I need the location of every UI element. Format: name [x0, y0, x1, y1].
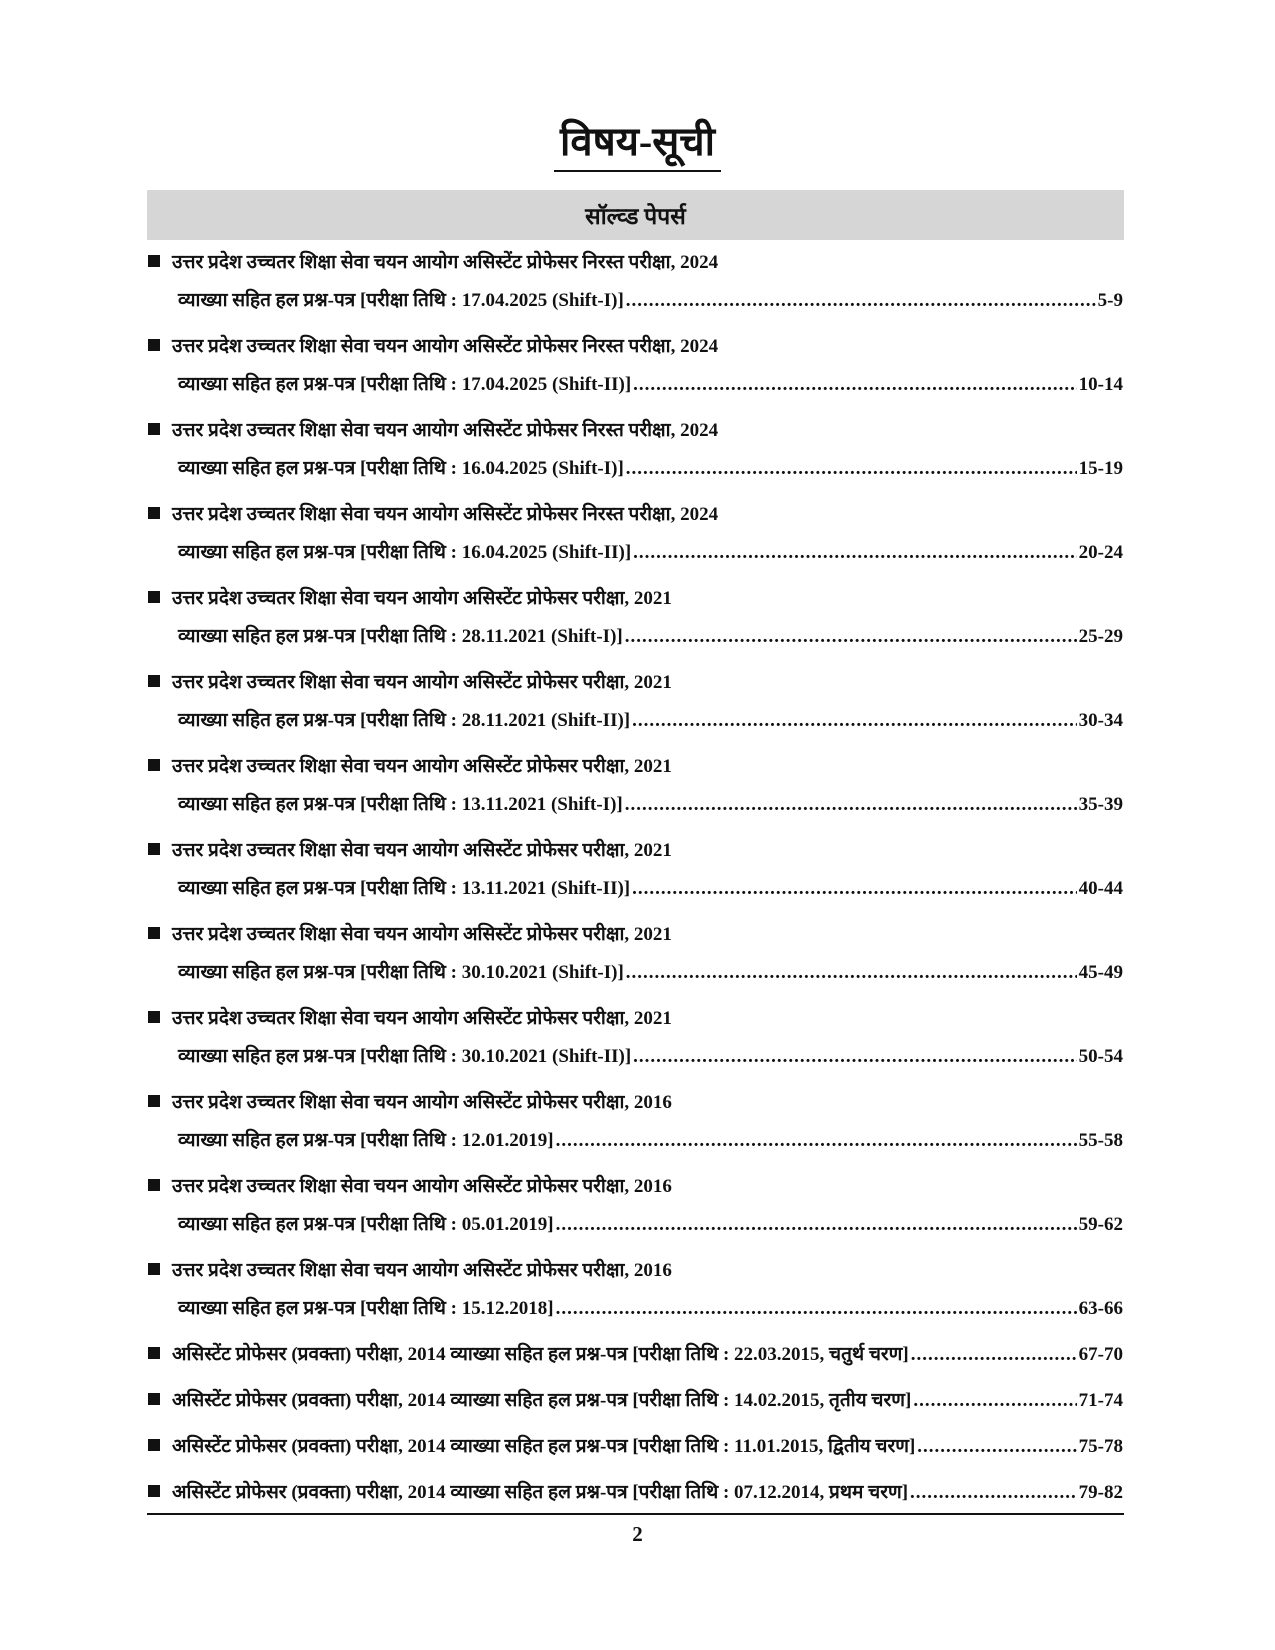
entry-pages: 63-66: [1078, 1298, 1123, 1319]
entry-detail: व्याख्या सहित हल प्रश्न-पत्र [परीक्षा तिथि : 16.04.2025 (Shift-II)]: [178, 542, 632, 563]
leader-dots: [911, 1344, 1077, 1366]
square-bullet-icon: [148, 759, 160, 771]
entry-heading: उत्तर प्रदेश उच्चतर शिक्षा सेवा चयन आयोग असिस्टेंट प्रोफेसर निरस्त परीक्षा, 2024: [172, 504, 719, 525]
entry-pages: 40-44: [1078, 878, 1123, 899]
entry-pages: 20-24: [1078, 542, 1123, 563]
toc-entry[interactable]: [148, 836, 1123, 920]
page-number: 2: [632, 1522, 643, 1546]
toc-entry[interactable]: [148, 500, 1123, 584]
leader-dots: [556, 1214, 1077, 1236]
square-bullet-icon: [148, 1485, 160, 1497]
entry-detail: व्याख्या सहित हल प्रश्न-पत्र [परीक्षा तिथि : 13.11.2021 (Shift-II)]: [178, 878, 631, 899]
section-band: [147, 190, 1124, 240]
entry-pages: 45-49: [1078, 962, 1123, 983]
square-bullet-icon: [148, 1393, 160, 1405]
entry-heading: उत्तर प्रदेश उच्चतर शिक्षा सेवा चयन आयोग असिस्टेंट प्रोफेसर परीक्षा, 2021: [172, 840, 672, 861]
leader-dots: [632, 878, 1077, 900]
entry-detail: व्याख्या सहित हल प्रश्न-पत्र [परीक्षा तिथि : 17.04.2025 (Shift-II)]: [178, 374, 632, 395]
title-wrapper: [0, 118, 1275, 172]
entry-pages: 79-82: [1078, 1482, 1123, 1503]
square-bullet-icon: [148, 1347, 160, 1359]
entry-heading: उत्तर प्रदेश उच्चतर शिक्षा सेवा चयन आयोग असिस्टेंट प्रोफेसर परीक्षा, 2016: [172, 1092, 672, 1113]
toc-entry[interactable]: [148, 1386, 1123, 1432]
entry-detail: व्याख्या सहित हल प्रश्न-पत्र [परीक्षा तिथि : 15.12.2018]: [178, 1298, 554, 1319]
toc-entry[interactable]: [148, 1256, 1123, 1340]
square-bullet-icon: [148, 339, 160, 351]
entry-pages: 75-78: [1078, 1436, 1123, 1457]
leader-dots: [625, 794, 1077, 816]
toc-entry[interactable]: [148, 332, 1123, 416]
toc-entry[interactable]: [148, 752, 1123, 836]
leader-dots: [626, 962, 1077, 984]
square-bullet-icon: [148, 255, 160, 267]
entry-heading: उत्तर प्रदेश उच्चतर शिक्षा सेवा चयन आयोग असिस्टेंट प्रोफेसर परीक्षा, 2021: [172, 756, 672, 777]
entry-pages: 50-54: [1078, 1046, 1123, 1067]
square-bullet-icon: [148, 1179, 160, 1191]
entry-detail: व्याख्या सहित हल प्रश्न-पत्र [परीक्षा तिथि : 05.01.2019]: [178, 1214, 554, 1235]
leader-dots: [633, 1046, 1077, 1068]
toc-entry[interactable]: [148, 248, 1123, 332]
entry-pages: 15-19: [1078, 458, 1123, 479]
entry-heading: उत्तर प्रदेश उच्चतर शिक्षा सेवा चयन आयोग असिस्टेंट प्रोफेसर परीक्षा, 2016: [172, 1176, 672, 1197]
entry-detail: व्याख्या सहित हल प्रश्न-पत्र [परीक्षा तिथि : 28.11.2021 (Shift-I)]: [178, 626, 623, 647]
square-bullet-icon: [148, 927, 160, 939]
square-bullet-icon: [148, 1439, 160, 1451]
entry-heading: उत्तर प्रदेश उच्चतर शिक्षा सेवा चयन आयोग असिस्टेंट प्रोफेसर परीक्षा, 2021: [172, 672, 672, 693]
leader-dots: [556, 1130, 1077, 1152]
toc-entry[interactable]: [148, 1004, 1123, 1088]
toc-entry[interactable]: [148, 1088, 1123, 1172]
leader-dots: [556, 1298, 1077, 1320]
entry-text: असिस्टेंट प्रोफेसर (प्रवक्ता) परीक्षा, 2014 व्याख्या सहित हल प्रश्न-पत्र [परीक्षा तिथि : 14.02.2015, तृतीय चरण]: [172, 1390, 912, 1411]
toc-entry[interactable]: [148, 668, 1123, 752]
entry-text: असिस्टेंट प्रोफेसर (प्रवक्ता) परीक्षा, 2014 व्याख्या सहित हल प्रश्न-पत्र [परीक्षा तिथि : 22.03.2015, चतुर्थ चरण]: [172, 1344, 909, 1365]
entry-detail: व्याख्या सहित हल प्रश्न-पत्र [परीक्षा तिथि : 12.01.2019]: [178, 1130, 554, 1151]
entry-heading: उत्तर प्रदेश उच्चतर शिक्षा सेवा चयन आयोग असिस्टेंट प्रोफेसर परीक्षा, 2021: [172, 1008, 672, 1029]
square-bullet-icon: [148, 507, 160, 519]
entry-pages: 30-34: [1078, 710, 1123, 731]
page-title: विषय-सूची: [554, 118, 721, 172]
entry-pages: 55-58: [1078, 1130, 1123, 1151]
entry-detail: व्याख्या सहित हल प्रश्न-पत्र [परीक्षा तिथि : 13.11.2021 (Shift-I)]: [178, 794, 623, 815]
entry-pages: 35-39: [1078, 794, 1123, 815]
entry-detail: व्याख्या सहित हल प्रश्न-पत्र [परीक्षा तिथि : 17.04.2025 (Shift-I)]: [178, 290, 624, 311]
entry-text: असिस्टेंट प्रोफेसर (प्रवक्ता) परीक्षा, 2014 व्याख्या सहित हल प्रश्न-पत्र [परीक्षा तिथि : 07.12.2014, प्रथम चरण]: [172, 1482, 909, 1503]
leader-dots: [917, 1436, 1076, 1458]
entry-pages: 59-62: [1078, 1214, 1123, 1235]
leader-dots: [632, 710, 1077, 732]
leader-dots: [626, 458, 1077, 480]
footer-rule: [147, 1513, 1124, 1515]
square-bullet-icon: [148, 1095, 160, 1107]
square-bullet-icon: [148, 1263, 160, 1275]
square-bullet-icon: [148, 591, 160, 603]
square-bullet-icon: [148, 675, 160, 687]
entry-detail: व्याख्या सहित हल प्रश्न-पत्र [परीक्षा तिथि : 30.10.2021 (Shift-II)]: [178, 1046, 632, 1067]
section-heading: सॉल्व्ड पेपर्स: [585, 204, 686, 229]
leader-dots: [633, 374, 1077, 396]
entry-text: असिस्टेंट प्रोफेसर (प्रवक्ता) परीक्षा, 2014 व्याख्या सहित हल प्रश्न-पत्र [परीक्षा तिथि : 11.01.2015, द्वितीय चरण]: [172, 1436, 916, 1457]
toc-entry[interactable]: [148, 1432, 1123, 1478]
square-bullet-icon: [148, 423, 160, 435]
toc-entry[interactable]: [148, 584, 1123, 668]
entry-heading: उत्तर प्रदेश उच्चतर शिक्षा सेवा चयन आयोग असिस्टेंट प्रोफेसर निरस्त परीक्षा, 2024: [172, 336, 719, 357]
entry-pages: 5-9: [1097, 290, 1123, 311]
toc-list: [148, 248, 1123, 1524]
leader-dots: [633, 542, 1077, 564]
entry-heading: उत्तर प्रदेश उच्चतर शिक्षा सेवा चयन आयोग असिस्टेंट प्रोफेसर परीक्षा, 2021: [172, 588, 672, 609]
entry-detail: व्याख्या सहित हल प्रश्न-पत्र [परीक्षा तिथि : 28.11.2021 (Shift-II)]: [178, 710, 631, 731]
toc-entry[interactable]: [148, 1340, 1123, 1386]
entry-detail: व्याख्या सहित हल प्रश्न-पत्र [परीक्षा तिथि : 30.10.2021 (Shift-I)]: [178, 962, 624, 983]
entry-pages: 71-74: [1078, 1390, 1123, 1411]
square-bullet-icon: [148, 843, 160, 855]
square-bullet-icon: [148, 1011, 160, 1023]
entry-pages: 10-14: [1078, 374, 1123, 395]
leader-dots: [626, 290, 1096, 312]
entry-heading: उत्तर प्रदेश उच्चतर शिक्षा सेवा चयन आयोग असिस्टेंट प्रोफेसर निरस्त परीक्षा, 2024: [172, 252, 719, 273]
leader-dots: [913, 1390, 1076, 1412]
toc-entry[interactable]: [148, 1172, 1123, 1256]
entry-pages: 25-29: [1078, 626, 1123, 647]
leader-dots: [625, 626, 1077, 648]
toc-entry[interactable]: [148, 920, 1123, 1004]
entry-detail: व्याख्या सहित हल प्रश्न-पत्र [परीक्षा तिथि : 16.04.2025 (Shift-I)]: [178, 458, 624, 479]
toc-entry[interactable]: [148, 1478, 1123, 1524]
toc-entry[interactable]: [148, 416, 1123, 500]
entry-pages: 67-70: [1078, 1344, 1123, 1365]
entry-heading: उत्तर प्रदेश उच्चतर शिक्षा सेवा चयन आयोग असिस्टेंट प्रोफेसर परीक्षा, 2021: [172, 924, 672, 945]
leader-dots: [910, 1482, 1077, 1504]
entry-heading: उत्तर प्रदेश उच्चतर शिक्षा सेवा चयन आयोग असिस्टेंट प्रोफेसर निरस्त परीक्षा, 2024: [172, 420, 719, 441]
entry-heading: उत्तर प्रदेश उच्चतर शिक्षा सेवा चयन आयोग असिस्टेंट प्रोफेसर परीक्षा, 2016: [172, 1260, 672, 1281]
